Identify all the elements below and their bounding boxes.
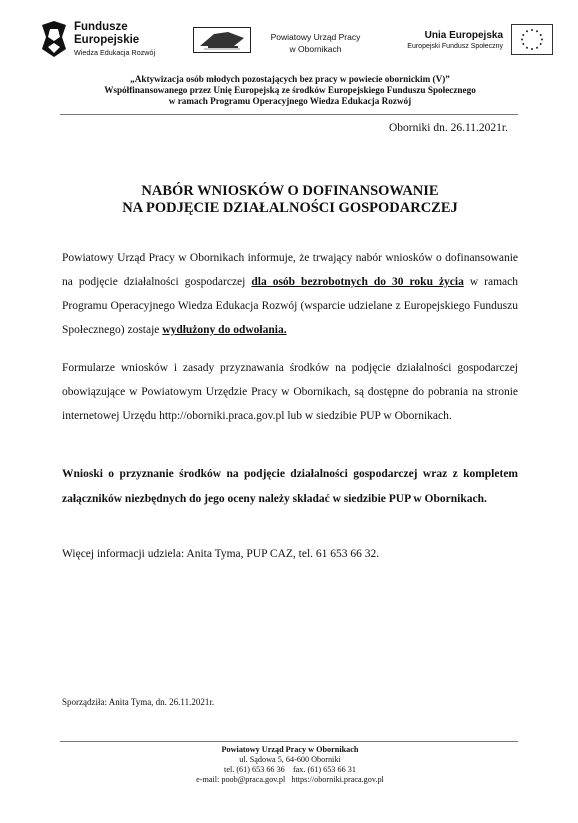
footer-title: Powiatowy Urząd Pracy w Obornikach xyxy=(221,745,359,754)
project-line3: w ramach Programu Operacyjnego Wiedza Edukacja Rozwój xyxy=(168,96,412,106)
fe-logo-line3: Wiedza Edukacja Rozwój xyxy=(74,48,156,57)
footer-contact: e-mail: poob@praca.gov.pl https://oborniki.praca.gov.pl xyxy=(196,775,384,784)
footer-divider xyxy=(60,741,518,742)
pup-logo-line1: Powiatowy Urząd Pracy xyxy=(270,32,361,42)
paragraph-announcement xyxy=(62,246,518,342)
eu-logo-line2: Europejski Fundusz Społeczny xyxy=(407,43,503,50)
fundusze-europejskie-logo xyxy=(40,17,175,61)
project-line2: Współfinansowanego przez Unię Europejską ze środków Europejskiego Funduszu Społecznego xyxy=(104,85,476,95)
eu-logo-line1: Unia Europejska xyxy=(424,30,503,41)
paragraph1-emphasis-extended: wydłużony do odwołania. xyxy=(162,324,287,336)
eu-flag-icon xyxy=(511,24,553,55)
title-line1: NABÓR WNIOSKÓW O DOFINANSOWANIE xyxy=(141,183,439,199)
paragraph-forms: Formularze wniosków i zasady przyznawania środków na podjęcie działalności gospodarczej obowiązujące w Powiatowym Urzędzie Pracy w Obornikach, są dostępne do pobrania na stronie internetowej Urzędu http://oborniki.praca.gov.pl lub w siedzibie PUP w Obornikach. xyxy=(62,362,518,422)
project-description xyxy=(60,74,520,107)
footer xyxy=(150,745,430,785)
pup-building-icon xyxy=(193,27,251,53)
title-line2: NA PODJĘCIE DZIAŁALNOŚCI GOSPODARCZEJ xyxy=(122,200,458,216)
paragraph1-text-a: Powiatowy Urząd Pracy w Obornikach informuje, że trwający nabór wniosków o dofinansowanie na podjęcie działalności gospodarczej xyxy=(62,252,518,288)
paragraph1-emphasis-age: dla osób bezrobotnych do 30 roku życia xyxy=(251,276,464,288)
document-title xyxy=(60,183,520,217)
fe-star-icon xyxy=(40,19,68,59)
pup-logo-line2: w Obornikach xyxy=(289,44,342,54)
fe-logo-line1: Fundusze xyxy=(74,21,128,33)
header-divider xyxy=(60,114,518,115)
footer-address: ul. Sądowa 5, 64-600 Oborniki xyxy=(239,755,341,764)
paragraph-contact: Więcej informacji udziela: Anita Tyma, PUP CAZ, tel. 61 653 66 32. xyxy=(62,548,380,560)
footer-phone: tel. (61) 653 66 36 fax. (61) 653 66 31 xyxy=(224,765,356,774)
document-date: Oborniki dn. 26.11.2021r. xyxy=(388,122,508,134)
paragraph-submission: Wnioski o przyznanie środków na podjęcie działalności gospodarczej wraz z kompletem załączników niezbędnych do jego oceny należy składać w siedzibie PUP w Obornikach. xyxy=(62,468,518,505)
prepared-by: Sporządziła: Anita Tyma, dn. 26.11.2021r. xyxy=(62,697,215,707)
fe-logo-line2: Europejskie xyxy=(74,34,140,46)
paragraph1-text-b: w ramach Programu Operacyjnego Wiedza Edukacja Rozwój (wsparcie udzielane z Europejskiego Funduszu Społecznego) zostaje xyxy=(62,276,518,336)
pup-logo-text xyxy=(253,31,378,55)
project-line1: „Aktywizacja osób młodych pozostających bez pracy w powiecie obornickim (V)” xyxy=(130,74,450,84)
